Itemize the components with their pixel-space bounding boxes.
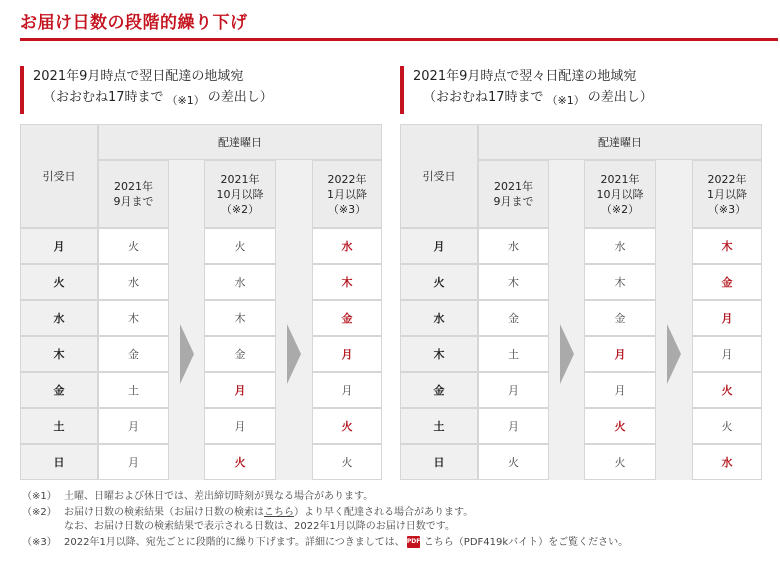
panel-heading-line2 [33, 87, 382, 108]
delivery-day-cell: 月 [692, 300, 762, 336]
heading-text-b: の差出し） [207, 90, 273, 105]
delivery-day-cell: 水 [98, 264, 169, 300]
delivery-day-cell: 金 [98, 336, 169, 372]
pdf-icon: PDF [407, 536, 420, 548]
panel-two-day [400, 66, 762, 480]
panel-heading-line1: 2021年9月時点で翌日配達の地域宛 [33, 69, 244, 84]
col-header-2021-oct: 2021年 10月以降 （※2） [584, 160, 656, 228]
delivery-day-cell: 金 [312, 300, 382, 336]
intake-day-cell: 火 [20, 264, 98, 300]
delivery-day-cell: 土 [478, 336, 549, 372]
delivery-day-cell: 金 [692, 264, 762, 300]
panel-heading-line1: 2021年9月時点で翌々日配達の地域宛 [413, 69, 637, 84]
panel-heading-line2 [413, 87, 762, 108]
footnote-text: 土曜、日曜および休日では、差出締切時刻が異なる場合があります。 [64, 491, 374, 502]
delivery-day-cell: 火 [204, 228, 276, 264]
footnote-text-part: お届け日数の検索結果（お届け日数の検索は [64, 507, 264, 518]
footnote-text-part: 2022年1月以降、宛先ごとに段階的に繰り下げます。詳細につきましては、 [64, 537, 405, 548]
delivery-search-link[interactable]: こちら [264, 507, 294, 518]
heading-text-a: （おおむね17時まで [43, 90, 164, 105]
heading-note-ref: （※1） [166, 94, 205, 107]
page-title: お届け日数の段階的繰り下げ [20, 13, 248, 33]
intake-day-cell: 水 [400, 300, 478, 336]
delivery-day-cell: 水 [204, 264, 276, 300]
intake-day-cell: 火 [400, 264, 478, 300]
delivery-day-cell: 火 [584, 408, 656, 444]
delivery-day-cell: 月 [312, 372, 382, 408]
delivery-day-cell: 木 [312, 264, 382, 300]
chevron-right-arrow-icon [180, 324, 194, 384]
delivery-day-cell: 木 [204, 300, 276, 336]
intake-day-header: 引受日 [400, 124, 478, 228]
column-gap [549, 160, 584, 228]
delivery-day-cell: 金 [204, 336, 276, 372]
title-underline [20, 38, 778, 41]
footnote-1 [22, 490, 628, 504]
intake-day-cell: 土 [400, 408, 478, 444]
delivery-day-cell: 火 [584, 444, 656, 480]
delivery-day-cell: 火 [478, 444, 549, 480]
delivery-day-cell: 月 [692, 336, 762, 372]
delivery-day-cell: 水 [692, 444, 762, 480]
footnote-text [64, 506, 473, 534]
delivery-day-cell: 土 [98, 372, 169, 408]
delivery-day-cell: 木 [478, 264, 549, 300]
delivery-day-cell: 火 [692, 408, 762, 444]
heading-note-ref: （※1） [546, 94, 585, 107]
delivery-day-cell: 水 [584, 228, 656, 264]
delivery-day-cell: 火 [312, 408, 382, 444]
col-header-2021-oct: 2021年 10月以降 （※2） [204, 160, 276, 228]
delivery-day-cell: 月 [478, 408, 549, 444]
col-header-2021-sep: 2021年 9月まで [478, 160, 549, 228]
delivery-day-header: 配達曜日 [478, 124, 762, 160]
intake-day-cell: 木 [20, 336, 98, 372]
col-header-2022-jan: 2022年 1月以降 （※3） [312, 160, 382, 228]
heading-text-b: の差出し） [587, 90, 653, 105]
column-gap [169, 160, 204, 228]
chevron-right-arrow-icon [560, 324, 574, 384]
delivery-day-cell: 木 [692, 228, 762, 264]
footnote-2 [22, 506, 628, 534]
delivery-day-cell: 月 [98, 408, 169, 444]
column-gap [276, 160, 312, 228]
panel-next-day [20, 66, 382, 480]
footnote-3 [22, 536, 628, 550]
intake-day-cell: 木 [400, 336, 478, 372]
footnote-text-part: なお、お届け日数の検索結果で表示される日数は、2022年1月以降のお届け日数です。 [64, 521, 456, 532]
footnotes [22, 490, 628, 552]
delivery-day-cell: 木 [98, 300, 169, 336]
footnote-text [64, 536, 628, 550]
delivery-day-cell: 月 [204, 372, 276, 408]
delivery-day-cell: 月 [478, 372, 549, 408]
footnote-mark: （※1） [22, 491, 57, 502]
intake-day-cell: 月 [400, 228, 478, 264]
delivery-day-cell: 火 [98, 228, 169, 264]
panel-heading [20, 66, 382, 114]
footnote-text-part: ）より早く配達される場合があります。 [294, 507, 474, 518]
footnote-mark: （※2） [22, 507, 57, 518]
delivery-day-cell: 月 [312, 336, 382, 372]
delivery-day-header: 配達曜日 [98, 124, 382, 160]
intake-day-cell: 月 [20, 228, 98, 264]
pdf-details-link[interactable]: こちら（PDF419kバイト） [423, 537, 549, 548]
footnote-text-part: をご覧ください。 [548, 537, 629, 548]
delivery-day-cell: 水 [312, 228, 382, 264]
delivery-day-cell: 月 [204, 408, 276, 444]
intake-day-cell: 金 [400, 372, 478, 408]
delivery-table [400, 124, 762, 480]
heading-text-a: （おおむね17時まで [423, 90, 544, 105]
intake-day-cell: 金 [20, 372, 98, 408]
intake-day-header: 引受日 [20, 124, 98, 228]
delivery-day-cell: 火 [692, 372, 762, 408]
delivery-day-cell: 月 [584, 372, 656, 408]
intake-day-cell: 日 [20, 444, 98, 480]
delivery-day-cell: 金 [584, 300, 656, 336]
col-header-2021-sep: 2021年 9月まで [98, 160, 169, 228]
delivery-day-cell: 木 [584, 264, 656, 300]
column-gap [656, 160, 692, 228]
chevron-right-arrow-icon [667, 324, 681, 384]
delivery-day-cell: 月 [98, 444, 169, 480]
chevron-right-arrow-icon [287, 324, 301, 384]
footnote-mark: （※3） [22, 537, 57, 548]
intake-day-cell: 日 [400, 444, 478, 480]
delivery-day-cell: 火 [204, 444, 276, 480]
col-header-2022-jan: 2022年 1月以降 （※3） [692, 160, 762, 228]
delivery-day-cell: 火 [312, 444, 382, 480]
intake-day-cell: 土 [20, 408, 98, 444]
intake-day-cell: 水 [20, 300, 98, 336]
delivery-day-cell: 月 [584, 336, 656, 372]
panel-heading [400, 66, 762, 114]
delivery-day-cell: 金 [478, 300, 549, 336]
delivery-day-cell: 水 [478, 228, 549, 264]
delivery-table [20, 124, 382, 480]
